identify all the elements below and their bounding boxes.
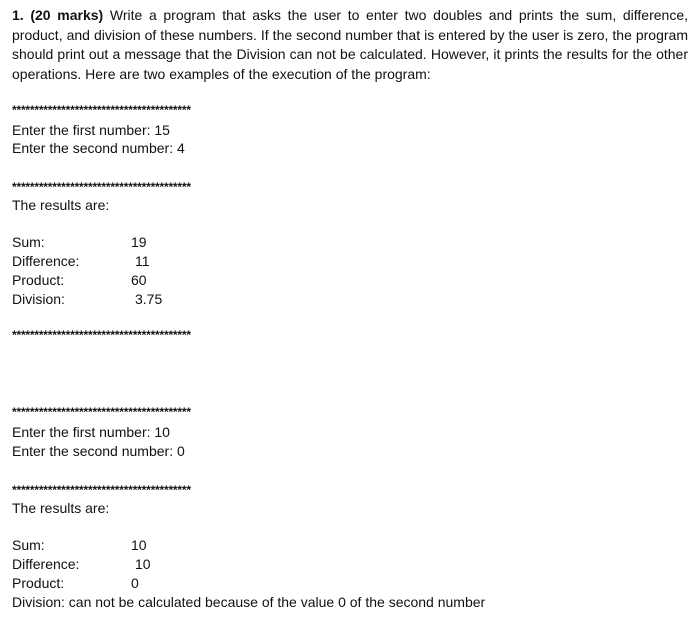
example1-product-value: 60 (131, 272, 147, 288)
example2-prompt-second: Enter the second number: 0 (12, 443, 185, 459)
example2-difference-label: Difference: (12, 556, 80, 572)
example1-results-header: The results are: (12, 197, 110, 213)
separator-2: **************************************** (12, 180, 191, 194)
example2-product-label: Product: (12, 575, 65, 591)
question-text: Write a program that asks the user to enter two doubles and prints the sum, difference, product, and division of these numbers. If the second number that is entered by the user is zero, the program should print out a message that the Division can not be calculated. However, it prints the results for the other operations. Here are two examples of the execution of the program: (12, 7, 688, 82)
separator-1: **************************************** (12, 103, 191, 117)
example1-product-label: Product: (12, 272, 65, 288)
example1-division-value: 3.75 (135, 291, 163, 307)
question-paragraph (12, 6, 688, 84)
example1-prompt-first: Enter the first number: 15 (12, 122, 170, 138)
question-marks: (20 marks) (30, 7, 104, 23)
example2-product-value: 0 (131, 575, 139, 591)
example2-division-line: Division: can not be calculated because of the value 0 of the second number (12, 594, 486, 610)
example1-sum-label: Sum: (12, 234, 45, 250)
example2-prompt-first: Enter the first number: 10 (12, 424, 170, 440)
example1-prompt-second: Enter the second number: 4 (12, 140, 185, 156)
question-block (12, 6, 688, 84)
example1-difference-label: Difference: (12, 253, 80, 269)
question-number: 1. (12, 7, 24, 23)
separator-4: **************************************** (12, 405, 191, 419)
example2-sum-value: 10 (131, 537, 147, 553)
separator-5: **************************************** (12, 483, 191, 497)
example2-difference-value: 10 (135, 556, 151, 572)
example2-results-header: The results are: (12, 500, 110, 516)
example1-difference-value: 11 (135, 253, 150, 269)
separator-3: **************************************** (12, 328, 191, 342)
example1-division-label: Division: (12, 291, 65, 307)
example2-sum-label: Sum: (12, 537, 45, 553)
example1-sum-value: 19 (131, 234, 147, 250)
